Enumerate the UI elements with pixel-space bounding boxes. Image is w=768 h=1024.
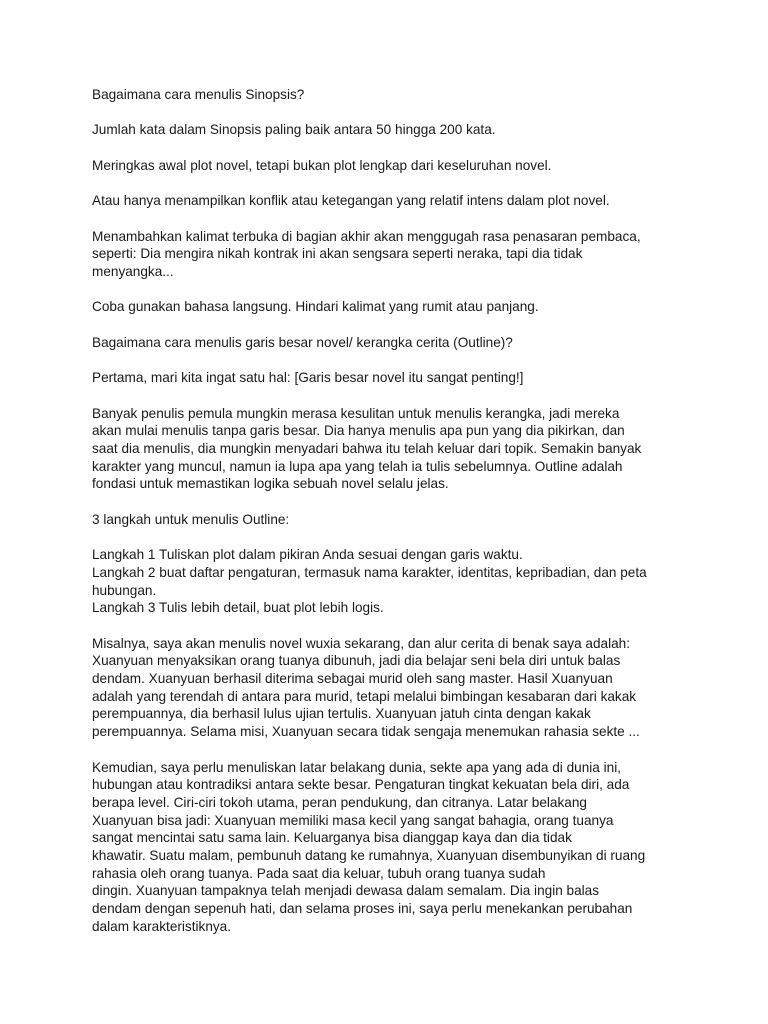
text-line: Langkah 2 buat daftar pengaturan, termasuk nama karakter, identitas, kepribadian, dan peta: [92, 564, 647, 580]
document-body: [92, 86, 712, 953]
text-line: Coba gunakan bahasa langsung. Hindari kalimat yang rumit atau panjang.: [92, 299, 539, 315]
text-line: Xuanyuan bisa jadi: Xuanyuan memiliki masa kecil yang sangat bahagia, orang tuanya: [92, 812, 614, 828]
paragraph: [92, 334, 712, 352]
text-line: seperti: Dia mengira nikah kontrak ini akan sengsara seperti neraka, tapi dia tidak: [92, 246, 583, 262]
text-line: akan mulai menulis tanpa garis besar. Dia hanya menulis apa pun yang dia pikirkan, dan: [92, 423, 625, 439]
paragraph: [92, 157, 712, 175]
paragraph: [92, 635, 712, 741]
text-line: Bagaimana cara menulis garis besar novel/ kerangka cerita (Outline)?: [92, 334, 513, 350]
text-line: Misalnya, saya akan menulis novel wuxia sekarang, dan alur cerita di benak saya adalah:: [92, 635, 631, 651]
text-line: dalam karakteristiknya.: [92, 918, 232, 934]
text-line: 3 langkah untuk menulis Outline:: [92, 511, 290, 527]
text-line: menyangka...: [92, 263, 174, 279]
paragraph: [92, 192, 712, 210]
text-line: karakter yang muncul, namun ia lupa apa yang telah ia tulis sebelumnya. Outline adalah: [92, 458, 623, 474]
text-line: khawatir. Suatu malam, pembunuh datang ke rumahnya, Xuanyuan disembunyikan di ruang: [92, 848, 646, 864]
text-line: hubungan.: [92, 582, 157, 598]
text-line: perempuannya, dia berhasil lulus ujian tertulis. Xuanyuan jatuh cinta dengan kakak: [92, 706, 591, 722]
text-line: Banyak penulis pemula mungkin merasa kesulitan untuk menulis kerangka, jadi mereka: [92, 405, 620, 421]
text-line: hubungan atau kontradiksi antara sekte besar. Pengaturan tingkat kekuatan bela diri, ada: [92, 777, 630, 793]
text-line: Bagaimana cara menulis Sinopsis?: [92, 87, 305, 102]
text-line: perempuannya. Selama misi, Xuanyuan secara tidak sengaja menemukan rahasia sekte ...: [92, 724, 640, 740]
text-line: adalah yang terendah di antara para murid, tetapi melalui bimbingan kesabaran dari kakak: [92, 688, 637, 704]
text-line: Kemudian, saya perlu menuliskan latar belakang dunia, sekte apa yang ada di dunia ini,: [92, 759, 621, 775]
paragraph: [92, 511, 712, 529]
text-line: rahasia oleh orang tuanya. Pada saat dia keluar, tubuh orang tuanya sudah: [92, 865, 546, 881]
text-line: Meringkas awal plot novel, tetapi bukan plot lengkap dari keseluruhan novel.: [92, 157, 552, 173]
text-line: fondasi untuk memastikan logika sebuah novel selalu jelas.: [92, 476, 449, 492]
text-line: Langkah 1 Tuliskan plot dalam pikiran Anda sesuai dengan garis waktu.: [92, 547, 523, 563]
text-line: sangat mencintai satu sama lain. Keluarganya bisa dianggap kaya dan dia tidak: [92, 830, 572, 846]
text-line: berapa level. Ciri-ciri tokoh utama, peran pendukung, dan citranya. Latar belakang: [92, 794, 587, 810]
text-line: Menambahkan kalimat terbuka di bagian akhir akan menggugah rasa penasaran pembaca,: [92, 228, 641, 244]
paragraph: [92, 121, 712, 139]
paragraph: [92, 546, 712, 617]
text-line: dingin. Xuanyuan tampaknya telah menjadi dewasa dalam semalam. Dia ingin balas: [92, 883, 600, 899]
paragraph: [92, 298, 712, 316]
paragraph: [92, 369, 712, 387]
text-line: Atau hanya menampilkan konflik atau ketegangan yang relatif intens dalam plot novel.: [92, 193, 610, 209]
paragraph: [92, 759, 712, 936]
text-line: saat dia menulis, dia mungkin menyadari bahwa itu telah keluar dari topik. Semakin banyak: [92, 440, 642, 456]
text-line: Langkah 3 Tulis lebih detail, buat plot lebih logis.: [92, 600, 384, 616]
text-line: Pertama, mari kita ingat satu hal: [Garis besar novel itu sangat penting!]: [92, 370, 524, 386]
paragraph: [92, 228, 712, 281]
text-line: Xuanyuan menyaksikan orang tuanya dibunuh, jadi dia belajar seni bela diri untuk balas: [92, 653, 621, 669]
text-line: Jumlah kata dalam Sinopsis paling baik antara 50 hingga 200 kata.: [92, 122, 496, 138]
paragraph: [92, 405, 712, 494]
text-line: dendam dengan sepenuh hati, dan selama proses ini, saya perlu menekankan perubahan: [92, 901, 633, 917]
paragraph: [92, 86, 712, 104]
text-line: dendam. Xuanyuan berhasil diterima sebagai murid oleh sang master. Hasil Xuanyuan: [92, 671, 613, 687]
